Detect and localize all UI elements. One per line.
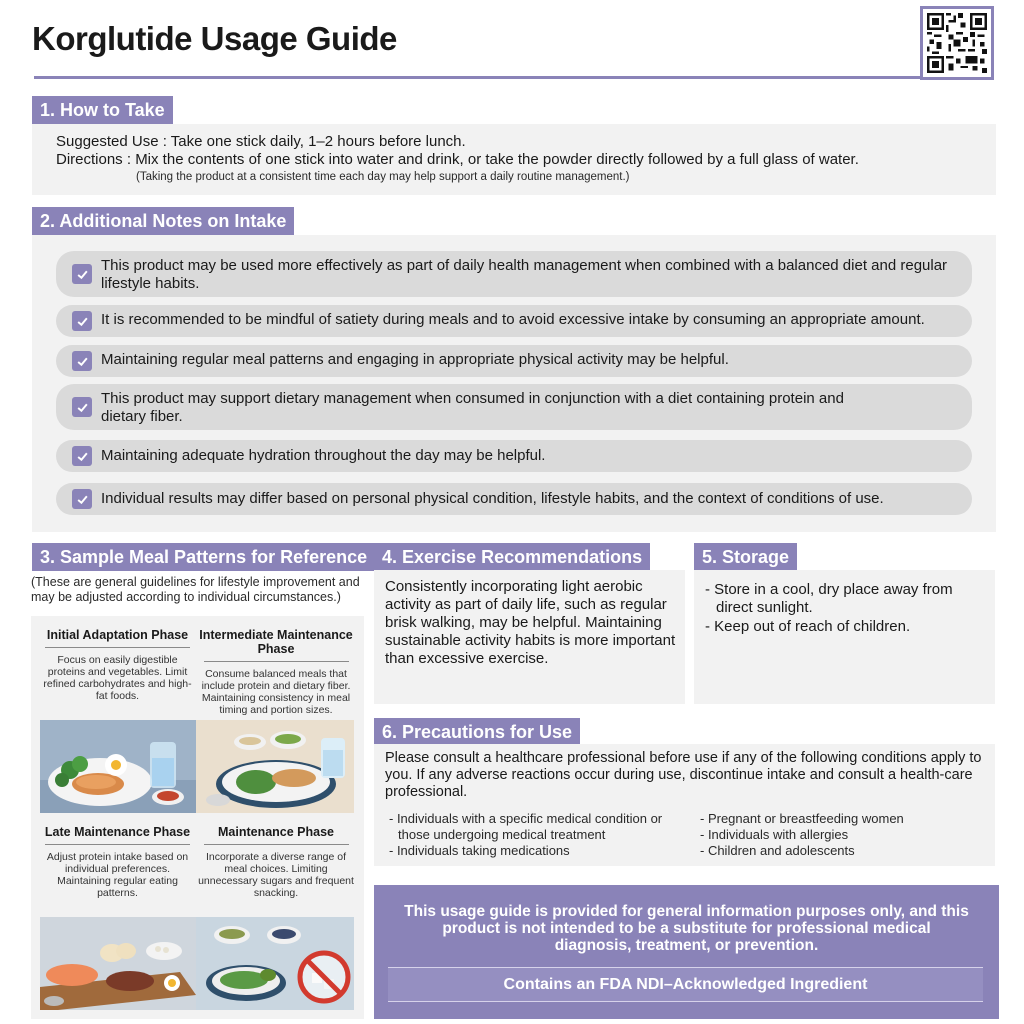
- precaution-item: - Individuals taking medications: [389, 843, 570, 858]
- section-storage-heading: 5. Storage: [694, 543, 797, 571]
- phase-card-initial: [40, 628, 195, 702]
- meal-image-balanced-bowl: [196, 720, 354, 813]
- precaution-item: - Individuals with a specific medical condition or: [389, 811, 663, 826]
- checkbox-checked-icon: [72, 446, 92, 466]
- note-item: [56, 483, 972, 515]
- section-exercise-heading: 4. Exercise Recommendations: [374, 543, 650, 571]
- page-title: Korglutide Usage Guide: [32, 20, 397, 57]
- storage-item: - Store in a cool, dry place away from: [705, 581, 953, 598]
- disclaimer-text: This usage guide is provided for general information purposes only, and this product is not intended to be a substitute for professional medical diagnosis, treatment, or prevention.: [404, 903, 969, 954]
- precaution-item: those undergoing medical treatment: [398, 827, 606, 842]
- checkbox-checked-icon: [72, 351, 92, 371]
- checkbox-checked-icon: [72, 489, 92, 509]
- note-item: [56, 384, 972, 430]
- phase-divider: [204, 844, 349, 845]
- checkbox-checked-icon: [72, 397, 92, 417]
- suggested-use-text: Suggested Use : Take one stick daily, 1–2 hours before lunch.: [56, 133, 466, 150]
- note-item-text: It is recommended to be mindful of satiety during meals and to avoid excessive intake by consuming an appropriate amount.: [101, 311, 925, 328]
- disclaimer-box: [374, 885, 999, 1019]
- section-additional-notes-heading: 2. Additional Notes on Intake: [32, 207, 294, 235]
- note-item-text: This product may be used more effectively as part of daily health management when combined with a balanced diet and regular lifestyle habits.: [101, 257, 948, 292]
- precaution-item: - Individuals with allergies: [700, 827, 849, 842]
- checkbox-checked-icon: [72, 311, 92, 331]
- note-item-text: Individual results may differ based on personal physical condition, lifestyle habits, and the context of conditions of use.: [101, 490, 884, 507]
- meal-image-diverse-no-sugar: [196, 917, 354, 1010]
- section-how-to-take-heading: 1. How to Take: [32, 96, 173, 124]
- exercise-text: Consistently incorporating light aerobic activity as part of daily life, such as regular brisk walking, may be helpful. Maintaining sustainable activity habits is more important than excessive exercise.: [385, 578, 676, 667]
- qr-code-icon[interactable]: [920, 6, 994, 80]
- note-item-text: Maintaining regular meal patterns and engaging in appropriate physical activity may be helpful.: [101, 351, 729, 368]
- phase-card-intermediate: [195, 628, 357, 716]
- phase-title: Intermediate Maintenance Phase: [199, 628, 353, 656]
- section-precautions-heading: 6. Precautions for Use: [374, 718, 580, 746]
- note-item-text: This product may support dietary management when consumed in conjunction with a diet containing protein and dietary fiber.: [101, 390, 844, 425]
- directions-text: Directions : Mix the contents of one stick into water and drink, or take the powder directly followed by a full glass of water.: [56, 151, 859, 168]
- phase-title: Late Maintenance Phase: [44, 825, 191, 839]
- phase-description: Adjust protein intake based on individual preferences. Maintaining regular eating patterns.: [46, 851, 189, 899]
- precaution-item: - Children and adolescents: [700, 843, 855, 858]
- phase-divider: [204, 661, 349, 662]
- title-divider: [34, 76, 994, 79]
- fda-ndi-badge: Contains an FDA NDI–Acknowledged Ingredient: [388, 967, 983, 1002]
- storage-item: direct sunlight.: [716, 599, 813, 616]
- phase-card-late: [40, 825, 195, 899]
- note-item: [56, 345, 972, 377]
- section-meal-patterns-heading: 3. Sample Meal Patterns for Reference: [32, 543, 375, 571]
- phase-title: Initial Adaptation Phase: [46, 628, 189, 642]
- meal-patterns-intro: (These are general guidelines for lifestyle improvement and may be adjusted according to individual circumstances.): [31, 575, 360, 604]
- phase-divider: [45, 844, 190, 845]
- phase-description: Consume balanced meals that include protein and dietary fiber. Maintaining consistency in meal timing and portion sizes.: [201, 668, 351, 716]
- phase-card-maintenance: [195, 825, 357, 899]
- phase-description: Incorporate a diverse range of meal choices. Limiting unnecessary sugars and frequent snacking.: [198, 851, 354, 899]
- phase-title: Maintenance Phase: [217, 825, 334, 839]
- meal-image-protein-board: [40, 917, 196, 1010]
- note-item: [56, 251, 972, 297]
- note-item: [56, 305, 972, 337]
- storage-item: - Keep out of reach of children.: [705, 618, 911, 635]
- precautions-intro: Please consult a healthcare professional before use if any of the following conditions apply to you. If any adverse reactions occur during use, discontinue intake and consult a health-care professional.: [385, 750, 982, 800]
- meal-image-chicken-salad: [40, 720, 196, 813]
- note-item-text: Maintaining adequate hydration throughout the day may be helpful.: [101, 447, 546, 464]
- precaution-item: - Pregnant or breastfeeding women: [700, 811, 904, 826]
- note-item: [56, 440, 972, 472]
- phase-divider: [45, 647, 190, 648]
- checkbox-checked-icon: [72, 264, 92, 284]
- timing-note-text: (Taking the product at a consistent time each day may help support a daily routine management.): [136, 171, 630, 183]
- phase-description: Focus on easily digestible proteins and vegetables. Limit refined carbohydrates and high-fat foods.: [43, 654, 192, 702]
